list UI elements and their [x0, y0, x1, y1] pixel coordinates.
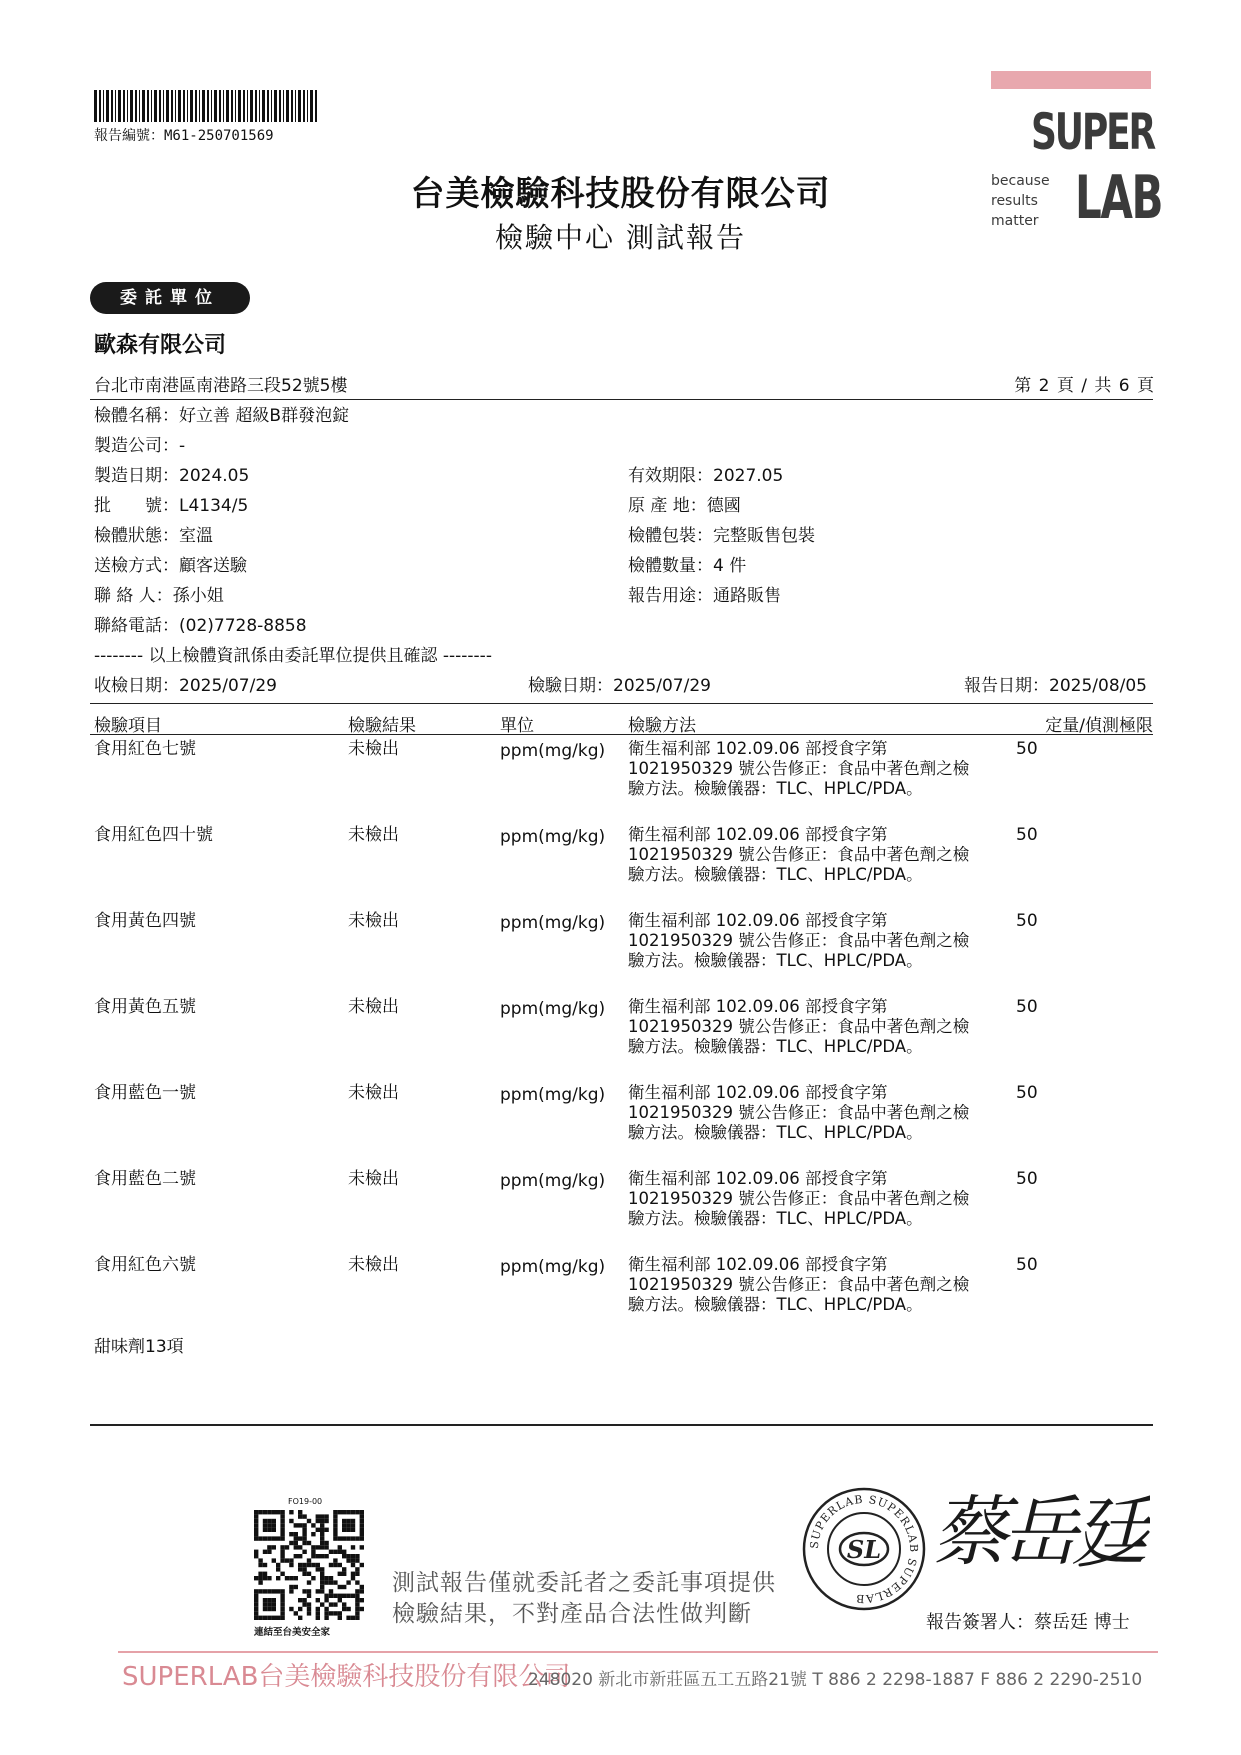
row-method: 衛生福利部 102.09.06 部授食字第 1021950329 號公告修正：食品中著色劑之檢 驗方法。檢驗儀器：TLC、HPLC/PDA。 [628, 911, 970, 970]
sample-mfg-date: 製造日期：2024.05 [94, 466, 250, 486]
sample-delivery: 送檢方式：顧客送驗 [94, 556, 247, 576]
sample-origin: 原 產 地：德國 [628, 496, 741, 516]
sample-purpose: 報告用途：通路販售 [628, 586, 781, 606]
row-item: 食用藍色二號 [94, 1169, 196, 1189]
footer-address: 248020 新北市新莊區五工五路21號 T 886 2 2298-1887 F 886 2 2290-2510 [528, 1670, 1143, 1690]
row-item: 食用紅色六號 [94, 1255, 196, 1275]
svg-text:SL: SL [846, 1535, 882, 1564]
row-result: 未檢出 [348, 997, 399, 1017]
sample-manufacturer: 製造公司：- [94, 436, 186, 456]
row-method: 衛生福利部 102.09.06 部授食字第 1021950329 號公告修正：食品中著色劑之檢 驗方法。檢驗儀器：TLC、HPLC/PDA。 [628, 1255, 970, 1314]
client-address: 台北市南港區南港路三段52號5樓 [94, 376, 348, 396]
report-signer: 報告簽署人：蔡岳廷 博士 [926, 1612, 1130, 1633]
row-limit: 50 [1016, 1083, 1038, 1103]
footer-divider [90, 1424, 1153, 1426]
row-unit: ppm(mg/kg) [500, 913, 606, 933]
received-date: 收檢日期：2025/07/29 [94, 676, 277, 696]
logo-lab-text: LAB [1075, 163, 1163, 233]
sample-name: 檢體名稱：好立善 超級B群發泡錠 [94, 406, 350, 426]
next-section-title: 甜味劑13項 [94, 1337, 184, 1357]
row-result: 未檢出 [348, 1083, 399, 1103]
company-title: 台美檢驗科技股份有限公司 [410, 174, 831, 214]
row-result: 未檢出 [348, 1255, 399, 1275]
row-unit: ppm(mg/kg) [500, 1257, 606, 1277]
row-limit: 50 [1016, 911, 1038, 931]
row-method: 衛生福利部 102.09.06 部授食字第 1021950329 號公告修正：食品中著色劑之檢 驗方法。檢驗儀器：TLC、HPLC/PDA。 [628, 1083, 970, 1142]
sample-batch: 批 號：L4134/5 [94, 496, 249, 516]
col-header-method: 檢驗方法 [628, 716, 696, 736]
sample-contact: 聯 絡 人：孫小姐 [94, 586, 224, 606]
signature [930, 1470, 1150, 1595]
footer-pink-line [118, 1651, 1158, 1653]
footer-brand: SUPERLAB台美檢驗科技股份有限公司 [122, 1662, 571, 1692]
col-header-unit: 單位 [500, 716, 534, 736]
row-unit: ppm(mg/kg) [500, 741, 606, 761]
sample-quantity: 檢體數量：4 件 [628, 556, 747, 576]
row-result: 未檢出 [348, 825, 399, 845]
test-date: 檢驗日期：2025/07/29 [528, 676, 711, 696]
client-name: 歐森有限公司 [94, 333, 227, 358]
report-number: 報告編號：M61-250701569 [94, 128, 274, 144]
disclaimer: 測試報告僅就委託者之委託事項提供 檢驗結果，不對產品合法性做判斷 [392, 1570, 776, 1627]
row-method: 衛生福利部 102.09.06 部授食字第 1021950329 號公告修正：食品中著色劑之檢 驗方法。檢驗儀器：TLC、HPLC/PDA。 [628, 997, 970, 1056]
col-header-result: 檢驗結果 [348, 716, 416, 736]
svg-text:SUPERLAB SUPERLAB SUPERLAB: SUPERLAB SUPERLAB SUPERLAB [807, 1492, 921, 1606]
qr-form-code: FO19-00 [288, 1497, 323, 1506]
row-item: 食用紅色四十號 [94, 825, 213, 845]
logo-super-text: SUPER [1031, 103, 1155, 161]
row-limit: 50 [1016, 997, 1038, 1017]
qr-caption: 連結至台美安全家 [254, 1627, 331, 1638]
row-unit: ppm(mg/kg) [500, 999, 606, 1019]
row-unit: ppm(mg/kg) [500, 827, 606, 847]
client-section-label: 委託單位 [90, 282, 250, 314]
row-limit: 50 [1016, 1255, 1038, 1275]
report-subtitle: 檢驗中心 測試報告 [495, 221, 746, 254]
qr-code-icon[interactable] [254, 1510, 364, 1620]
row-unit: ppm(mg/kg) [500, 1171, 606, 1191]
row-limit: 50 [1016, 1169, 1038, 1189]
sample-phone: 聯絡電話：(02)7728-8858 [94, 616, 307, 636]
sample-note: -------- 以上檢體資訊係由委託單位提供且確認 -------- [94, 646, 492, 666]
row-item: 食用紅色七號 [94, 739, 196, 759]
row-unit: ppm(mg/kg) [500, 1085, 606, 1105]
row-method: 衛生福利部 102.09.06 部授食字第 1021950329 號公告修正：食品中著色劑之檢 驗方法。檢驗儀器：TLC、HPLC/PDA。 [628, 739, 970, 798]
sample-state: 檢體狀態：室溫 [94, 526, 213, 546]
row-method: 衛生福利部 102.09.06 部授食字第 1021950329 號公告修正：食品中著色劑之檢 驗方法。檢驗儀器：TLC、HPLC/PDA。 [628, 825, 970, 884]
report-date: 報告日期：2025/08/05 [964, 676, 1147, 696]
col-header-limit: 定量/偵測極限 [1045, 716, 1153, 736]
sample-expiry: 有效期限：2027.05 [628, 466, 784, 486]
row-method: 衛生福利部 102.09.06 部授食字第 1021950329 號公告修正：食品中著色劑之檢 驗方法。檢驗儀器：TLC、HPLC/PDA。 [628, 1169, 970, 1228]
row-item: 食用黃色四號 [94, 911, 196, 931]
row-limit: 50 [1016, 825, 1038, 845]
row-limit: 50 [1016, 739, 1038, 759]
row-item: 食用藍色一號 [94, 1083, 196, 1103]
company-seal-icon [800, 1485, 928, 1613]
col-header-item: 檢驗項目 [94, 716, 162, 736]
row-item: 食用黃色五號 [94, 997, 196, 1017]
page-info: 第 2 頁 / 共 6 頁 [1014, 376, 1155, 396]
row-result: 未檢出 [348, 911, 399, 931]
row-result: 未檢出 [348, 739, 399, 759]
sample-packaging: 檢體包裝：完整販售包裝 [628, 526, 815, 546]
svg-text:蔡岳廷: 蔡岳廷 [932, 1487, 1142, 1576]
logo-tagline: because results matter [991, 173, 1050, 229]
row-result: 未檢出 [348, 1169, 399, 1189]
